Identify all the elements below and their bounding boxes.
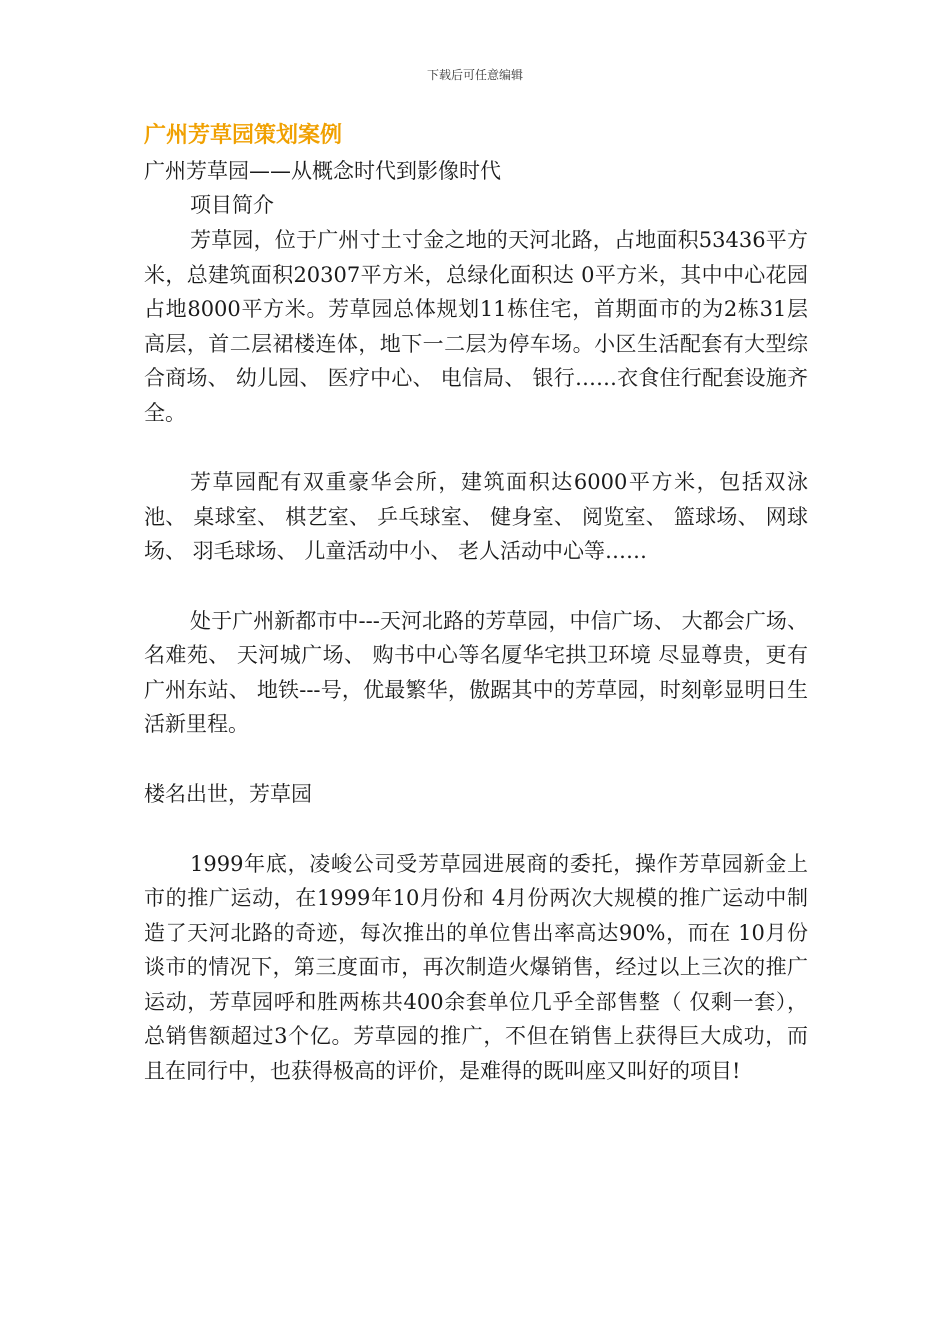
paragraph-gap	[144, 742, 808, 777]
page-header: 下载后可任意编辑	[426, 68, 523, 82]
paragraph-campaign: 1999年底，凌峻公司受芳草园进展商的委托，操作芳草园新金上市的推广运动，在1999年10月份和 4月份两次大规模的推广运动中制造了天河北路的奇迹，每次推出的单位售出率高达90%，而在 10月份谈市的情况下，第三度面市，再次制造火爆销售，经过以上三次的推广运动，芳草园呼和胜两栋共400余套单位几乎全部售整（ 仅剩一套），总销售额超过3个亿。芳草园的推广，不但在销售上获得巨大成功，而且在同行中，也获得极高的评价，是难得的既叫座又叫好的项目!	[144, 851, 808, 1083]
paragraph-location: 处于广州新都市中---天河北路的芳草园，中信广场、 大都会广场、 名难苑、 天河城广场、 购书中心等名厦华宅拱卫环境 尽显尊贵，更有广州东站、 地铁---号，优最繁华，傲踞其中的芳草园，时刻彰显明日生活新里程。	[144, 608, 808, 736]
document-title: 广州芳草园策划案例	[144, 123, 343, 148]
section-heading: 楼名出世，芳草园	[144, 781, 312, 806]
paragraph-gap	[144, 569, 808, 604]
intro-label: 项目简介	[190, 193, 274, 217]
paragraph-clubhouse: 芳草园配有双重豪华会所，建筑面积达6000平方米，包括双泳池、 桌球室、 棋艺室、 乒乓球室、 健身室、 阅览室、 篮球场、 网球场、 羽毛球场、 儿童活动中小、 老人活动中心等……	[144, 470, 808, 563]
document-subtitle: 广州芳草园——从概念时代到影像时代	[144, 159, 501, 183]
paragraph-gap	[144, 812, 808, 847]
paragraph-gap	[144, 430, 808, 465]
document-body	[144, 118, 808, 1088]
paragraph-overview: 芳草园，位于广州寸土寸金之地的天河北路，占地面积53436平方米，总建筑面积20307平方米，总绿化面积达 0平方米，其中中心花园占地8000平方米。芳草园总体规划11栋住宅，首期面市的为2栋31层高层，首二层裙楼连体，地下一二层为停车场。小区生活配套有大型综合商场、 幼儿园、 医疗中心、 电信局、 银行……衣食住行配套设施齐全。	[144, 228, 808, 425]
